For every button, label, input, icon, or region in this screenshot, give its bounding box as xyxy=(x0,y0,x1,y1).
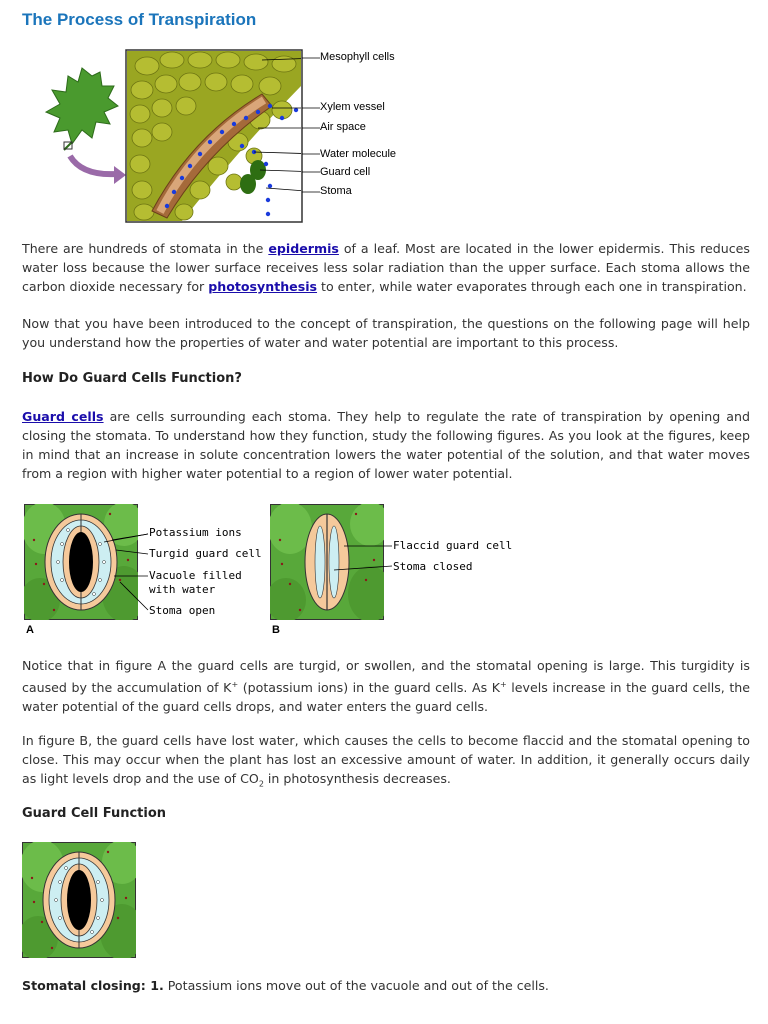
diagram-label-guard-cell: Guard cell xyxy=(320,166,371,178)
link-photosynthesis[interactable]: photosynthesis xyxy=(208,279,318,294)
caption-stomatal-closing xyxy=(22,978,549,993)
guard-cell-function-image xyxy=(22,842,136,958)
figure-a xyxy=(24,504,264,638)
paragraph-stomata xyxy=(22,239,750,296)
leaf-icon xyxy=(46,68,118,150)
label-with-water: with water xyxy=(149,583,216,596)
page-title: The Process of Transpiration xyxy=(22,10,257,29)
transpiration-diagram xyxy=(22,46,422,226)
label-stoma-closed: Stoma closed xyxy=(393,560,473,573)
paragraph-figure-a xyxy=(22,656,750,716)
paragraph-guard-cells xyxy=(22,407,750,483)
diagram-label-mesophyll: Mesophyll cells xyxy=(320,51,395,63)
paragraph-figure-b xyxy=(22,731,750,794)
heading-guard-cells-function: How Do Guard Cells Function? xyxy=(22,371,242,386)
superscript: + xyxy=(500,680,507,689)
diagram-label-xylem: Xylem vessel xyxy=(320,101,385,113)
link-guard-cells[interactable]: Guard cells xyxy=(22,409,104,424)
paragraph-text: to enter, while water evaporates through each one in transpiration. xyxy=(317,279,747,294)
figure-letter-a: A xyxy=(26,624,34,636)
subscript: 2 xyxy=(258,779,264,789)
paragraph-text: levels increase in the guard cells, the water potential of the guard cells drops, and water enters the guard cells. xyxy=(22,680,750,715)
paragraph-text: of a leaf. Most are located in the lower epidermis. This reduces water loss because the lower surface receives less solar radiation than the upper surface. Each stoma allows the carbon dioxide necessary for xyxy=(22,241,750,294)
caption-text: Potassium ions move out of the vacuole and out of the cells. xyxy=(163,978,549,993)
label-potassium-ions: Potassium ions xyxy=(149,526,242,539)
figure-b xyxy=(270,504,513,638)
paragraph-text: Notice that in figure A the guard cells are turgid, or swollen, and the stomatal opening is large. This turgidity is caused by the accumulation of K xyxy=(22,658,750,696)
figure-guard-cell-function xyxy=(22,842,136,958)
leaf-cross-section-image xyxy=(22,46,422,226)
diagram-label-stoma: Stoma xyxy=(320,185,352,197)
paragraph-text: are cells surrounding each stoma. They help to regulate the rate of transpiration by opening and closing the stomata. To understand how they function, study the following figures. As you look at the figures, keep in mind that an increase in solute concentration lowers the water potential of the solution, and that water moves from a region with higher water potential to a region of lower water potential. xyxy=(22,409,750,481)
superscript: + xyxy=(231,680,239,689)
caption-label: Stomatal closing: 1. xyxy=(22,978,164,993)
label-stoma-open: Stoma open xyxy=(149,604,216,617)
label-turgid-guard-cell: Turgid guard cell xyxy=(149,547,262,560)
diagram-label-air-space: Air space xyxy=(320,121,366,133)
heading-guard-cell-function: Guard Cell Function xyxy=(22,806,167,821)
label-vacuole-filled: Vacuole filled xyxy=(149,569,242,582)
label-flaccid-guard-cell: Flaccid guard cell xyxy=(393,539,513,552)
diagram-label-water-molecule: Water molecule xyxy=(320,148,397,160)
link-epidermis[interactable]: epidermis xyxy=(268,241,339,256)
paragraph-intro: Now that you have been introduced to the concept of transpiration, the questions on the following page will help you understand how the properties of water and water potential are important to this process. xyxy=(22,316,750,350)
paragraph-text: In figure B, the guard cells have lost water, which causes the cells to become flaccid and the stomatal opening to close. This may occur when the plant has lost an excessive amount of water. In addition, it generally occurs daily as light levels drop and the use of CO xyxy=(22,733,750,786)
paragraph-text: in photosynthesis decreases. xyxy=(263,771,451,786)
paragraph-text: There are hundreds of stomata in the xyxy=(22,241,269,256)
figure-letter-b: B xyxy=(272,624,280,636)
paragraph-text: (potassium ions) in the guard cells. As K xyxy=(238,680,500,696)
